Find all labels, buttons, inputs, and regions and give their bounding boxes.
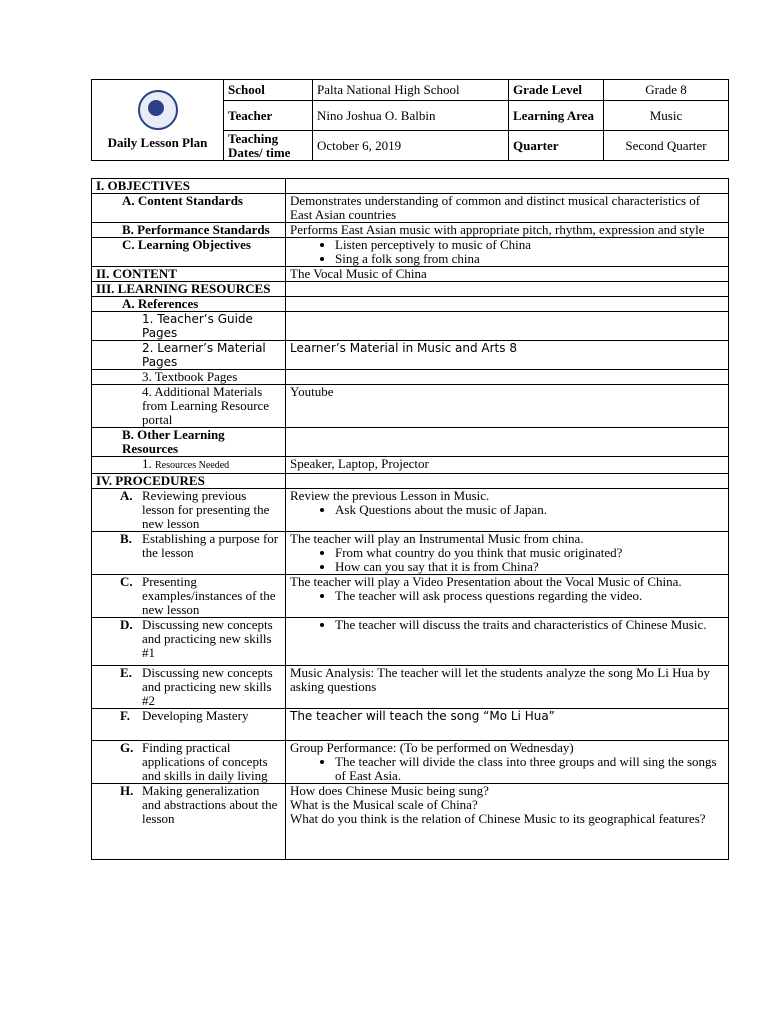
school-label: School: [224, 80, 313, 101]
procedure-letter: C.: [120, 574, 133, 589]
procedure-letter: D.: [120, 617, 133, 632]
procedure-g-value: [286, 741, 729, 784]
procedure-b-label: [92, 532, 286, 575]
procedure-d-value: [286, 618, 729, 666]
learning-objectives-label: C. Learning Objectives: [92, 238, 286, 267]
teacher-label: Teacher: [224, 101, 313, 131]
procedure-a-value: [286, 489, 729, 532]
resources-needed-value: Speaker, Laptop, Projector: [286, 457, 729, 474]
procedures-heading: IV. PROCEDURES: [92, 474, 286, 489]
resources-needed-number: 1.: [142, 456, 155, 471]
procedure-text: Discussing new concepts and practicing new skills #2: [142, 665, 273, 708]
procedure-text: Finding practical applications of concepts and skills in daily living: [142, 740, 268, 783]
teaching-dates-value: October 6, 2019: [313, 131, 509, 161]
teachers-guide-label: 1. Teacher’s Guide Pages: [92, 312, 286, 341]
objectives-heading: I. OBJECTIVES: [92, 179, 286, 194]
teaching-dates-label: Teaching Dates/ time: [224, 131, 313, 161]
procedure-letter: B.: [120, 531, 132, 546]
procedure-letter: F.: [120, 708, 130, 723]
procedure-b-value: [286, 532, 729, 575]
procedure-line: How does Chinese Music being sung?: [290, 783, 489, 798]
list-item: • The teacher will ask process questions regarding the video.: [335, 589, 724, 603]
list-item: • The teacher will discuss the traits and characteristics of Chinese Music.: [335, 618, 724, 632]
procedure-h-value: [286, 784, 729, 860]
procedure-line: What is the Musical scale of China?: [290, 797, 478, 812]
list-item: • Sing a folk song from china: [335, 252, 724, 266]
list-item: • Listen perceptively to music of China: [335, 238, 724, 252]
references-label: A. References: [92, 297, 286, 312]
school-value: Palta National High School: [313, 80, 509, 101]
procedure-letter: E.: [120, 665, 132, 680]
learning-area-value: Music: [604, 101, 729, 131]
content-standards-label: A. Content Standards: [92, 194, 286, 223]
procedure-letter: H.: [120, 783, 134, 798]
learners-material-value: Learner’s Material in Music and Arts 8: [286, 341, 729, 370]
quarter-label: Quarter: [509, 131, 604, 161]
procedures-blank: [286, 474, 729, 489]
procedure-letter: G.: [120, 740, 134, 755]
procedure-text: Reviewing previous lesson for presenting the new lesson: [142, 488, 270, 531]
list-item: • Ask Questions about the music of Japan.: [335, 503, 724, 517]
content-value: The Vocal Music of China: [286, 267, 729, 282]
additional-materials-value: Youtube: [286, 385, 729, 428]
textbook-pages-label: 3. Textbook Pages: [92, 370, 286, 385]
additional-materials-label: 4. Additional Materials from Learning Resource portal: [92, 385, 286, 428]
procedure-text: Making generalization and abstractions about the lesson: [142, 783, 278, 826]
procedure-d-label: [92, 618, 286, 666]
procedure-c-label: [92, 575, 286, 618]
logo-cell: [92, 80, 224, 161]
quarter-value: Second Quarter: [604, 131, 729, 161]
procedure-f-label: [92, 709, 286, 741]
procedure-text: Presenting examples/instances of the new lesson: [142, 574, 276, 617]
procedure-h-label: [92, 784, 286, 860]
textbook-pages-value: [286, 370, 729, 385]
teachers-guide-value: [286, 312, 729, 341]
content-standards-value: Demonstrates understanding of common and distinct musical characteristics of East Asian countries: [286, 194, 729, 223]
learning-objectives-value: [286, 238, 729, 267]
lesson-plan-table: [91, 178, 729, 860]
objectives-blank: [286, 179, 729, 194]
references-blank: [286, 297, 729, 312]
resources-needed-text: Resources Needed: [155, 460, 230, 471]
list-item: • From what country do you think that music originated?: [335, 546, 724, 560]
learners-material-label: 2. Learner’s Material Pages: [92, 341, 286, 370]
learning-area-label: Learning Area: [509, 101, 604, 131]
performance-standards-value: Performs East Asian music with appropriate pitch, rhythm, expression and style: [286, 223, 729, 238]
other-resources-blank: [286, 428, 729, 457]
learning-resources-blank: [286, 282, 729, 297]
resources-needed-label: [92, 457, 286, 474]
procedure-line: What do you think is the relation of Chinese Music to its geographical features?: [290, 811, 706, 826]
list-item: • How can you say that it is from China?: [335, 560, 724, 574]
performance-standards-label: B. Performance Standards: [92, 223, 286, 238]
procedure-a-label: [92, 489, 286, 532]
other-resources-label: B. Other Learning Resources: [92, 428, 286, 457]
procedure-line: Review the previous Lesson in Music.: [290, 488, 490, 503]
learning-resources-heading: III. LEARNING RESOURCES: [92, 282, 286, 297]
procedure-line: The teacher will play an Instrumental Music from china.: [290, 531, 584, 546]
procedure-text: Developing Mastery: [142, 708, 249, 723]
header-table: [91, 79, 729, 161]
procedure-g-label: [92, 741, 286, 784]
document-title: Daily Lesson Plan: [107, 135, 208, 150]
procedure-line: Group Performance: (To be performed on Wednesday): [290, 740, 574, 755]
list-item: • The teacher will divide the class into three groups and will sing the songs of East Asia.: [335, 755, 724, 783]
procedure-text: Establishing a purpose for the lesson: [142, 531, 279, 560]
procedure-line: The teacher will play a Video Presentation about the Vocal Music of China.: [290, 574, 682, 589]
deped-seal-icon: [138, 90, 178, 130]
procedure-e-label: [92, 666, 286, 709]
procedure-text: Discussing new concepts and practicing new skills #1: [142, 617, 273, 660]
grade-label: Grade Level: [509, 80, 604, 101]
procedure-letter: A.: [120, 488, 133, 503]
grade-value: Grade 8: [604, 80, 729, 101]
content-heading: II. CONTENT: [92, 267, 286, 282]
procedure-e-value: Music Analysis: The teacher will let the students analyze the song Mo Li Hua by asking questions: [286, 666, 729, 709]
procedure-f-value: The teacher will teach the song “Mo Li Hua”: [286, 709, 729, 741]
teacher-value: Nino Joshua O. Balbin: [313, 101, 509, 131]
procedure-c-value: [286, 575, 729, 618]
